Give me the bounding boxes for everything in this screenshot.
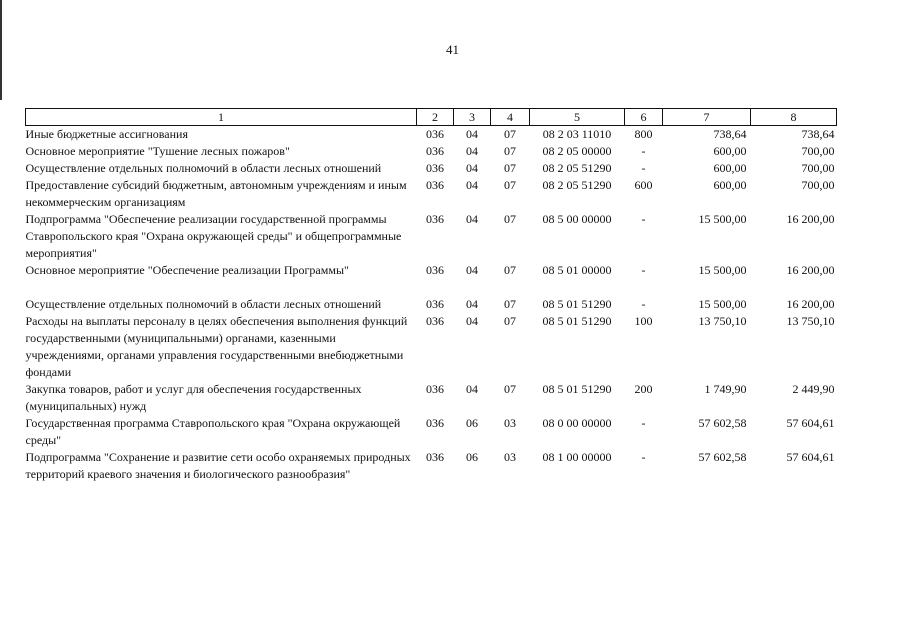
budget-table <box>25 108 837 483</box>
cell-subsection: 07 <box>504 382 516 396</box>
cell-section: 04 <box>466 382 478 396</box>
row-name: Основное мероприятие "Обеспечение реализации Программы" <box>25 263 349 277</box>
cell-admin-code: 036 <box>426 212 444 226</box>
cell-admin-code: 036 <box>426 144 444 158</box>
row-name: Осуществление отдельных полномочий в области лесных отношений <box>25 161 382 175</box>
cell-amount-year1: 600,00 <box>713 161 747 175</box>
cell-section: 04 <box>466 178 478 192</box>
cell-amount-year2: 57 604,61 <box>786 450 835 464</box>
cell-section: 06 <box>466 416 478 430</box>
cell-admin-code: 036 <box>426 382 444 396</box>
table-row <box>26 296 837 313</box>
cell-subsection: 07 <box>504 212 516 226</box>
cell-subsection: 07 <box>504 144 516 158</box>
cell-admin-code: 036 <box>426 178 444 192</box>
cell-amount-year1: 600,00 <box>713 178 747 192</box>
cell-amount-year1: 15 500,00 <box>698 263 747 277</box>
cell-expense-type: - <box>641 144 646 158</box>
cell-expense-type: - <box>641 212 646 226</box>
cell-target-article: 08 5 01 00000 <box>542 263 612 277</box>
column-header-1: 1 <box>26 109 417 126</box>
cell-amount-year2: 738,64 <box>801 127 835 141</box>
cell-amount-year1: 57 602,58 <box>698 416 747 430</box>
cell-admin-code: 036 <box>426 161 444 175</box>
column-header-6: 6 <box>625 109 663 126</box>
cell-amount-year2: 2 449,90 <box>792 382 835 396</box>
table-row <box>26 143 837 160</box>
cell-target-article: 08 2 05 51290 <box>542 161 612 175</box>
table-row <box>26 415 837 449</box>
cell-target-article: 08 0 00 00000 <box>542 416 612 430</box>
cell-admin-code: 036 <box>426 297 444 311</box>
cell-expense-type: 200 <box>634 382 653 396</box>
cell-admin-code: 036 <box>426 450 444 464</box>
cell-section: 04 <box>466 212 478 226</box>
row-name: Иные бюджетные ассигнования <box>25 127 188 141</box>
column-header-3: 3 <box>454 109 491 126</box>
cell-subsection: 07 <box>504 314 516 328</box>
cell-expense-type: 600 <box>634 178 653 192</box>
cell-admin-code: 036 <box>426 416 444 430</box>
cell-target-article: 08 5 01 51290 <box>542 297 612 311</box>
cell-target-article: 08 5 01 51290 <box>542 382 612 396</box>
table-row <box>26 449 837 483</box>
page-number: 41 <box>446 42 459 57</box>
row-name: Закупка товаров, работ и услуг для обеспечения государственных (муниципальных) нужд <box>25 382 362 413</box>
row-name: Подпрограмма "Сохранение и развитие сети особо охраняемых природных территорий краевого значения и биологического разнообразия" <box>25 450 411 481</box>
cell-subsection: 07 <box>504 263 516 277</box>
column-header-8: 8 <box>751 109 837 126</box>
table-row <box>26 211 837 262</box>
cell-amount-year1: 57 602,58 <box>698 450 747 464</box>
cell-amount-year1: 13 750,10 <box>698 314 747 328</box>
cell-expense-type: - <box>641 297 646 311</box>
cell-admin-code: 036 <box>426 263 444 277</box>
table-row <box>26 381 837 415</box>
cell-expense-type: 100 <box>634 314 653 328</box>
cell-amount-year2: 700,00 <box>801 161 835 175</box>
cell-amount-year2: 57 604,61 <box>786 416 835 430</box>
cell-section: 04 <box>466 127 478 141</box>
cell-amount-year2: 13 750,10 <box>786 314 835 328</box>
cell-target-article: 08 2 05 51290 <box>542 178 612 192</box>
row-name: Расходы на выплаты персоналу в целях обеспечения выполнения функций государственными (муниципальными) органами, казенными учреждениями, органами управления государственными внебюджетными фондами <box>25 314 408 379</box>
cell-expense-type: 800 <box>634 127 653 141</box>
cell-amount-year2: 700,00 <box>801 144 835 158</box>
cell-section: 06 <box>466 450 478 464</box>
table-header-row <box>26 109 837 126</box>
cell-subsection: 07 <box>504 178 516 192</box>
column-header-4: 4 <box>491 109 530 126</box>
cell-subsection: 03 <box>504 450 516 464</box>
cell-target-article: 08 1 00 00000 <box>542 450 612 464</box>
cell-amount-year1: 15 500,00 <box>698 297 747 311</box>
row-name: Основное мероприятие "Тушение лесных пожаров" <box>25 144 290 158</box>
cell-section: 04 <box>466 297 478 311</box>
cell-amount-year1: 1 749,90 <box>704 382 747 396</box>
cell-amount-year1: 738,64 <box>713 127 747 141</box>
cell-subsection: 07 <box>504 161 516 175</box>
cell-admin-code: 036 <box>426 127 444 141</box>
cell-subsection: 03 <box>504 416 516 430</box>
cell-section: 04 <box>466 144 478 158</box>
cell-expense-type: - <box>641 263 646 277</box>
cell-amount-year2: 16 200,00 <box>786 297 835 311</box>
cell-expense-type: - <box>641 416 646 430</box>
cell-target-article: 08 2 03 11010 <box>542 127 612 141</box>
table-row <box>26 177 837 211</box>
cell-section: 04 <box>466 263 478 277</box>
row-name: Осуществление отдельных полномочий в области лесных отношений <box>25 297 382 311</box>
table-row <box>26 160 837 177</box>
column-header-7: 7 <box>663 109 751 126</box>
cell-amount-year1: 15 500,00 <box>698 212 747 226</box>
cell-amount-year2: 700,00 <box>801 178 835 192</box>
cell-section: 04 <box>466 161 478 175</box>
column-header-5: 5 <box>530 109 625 126</box>
cell-amount-year2: 16 200,00 <box>786 212 835 226</box>
row-name: Государственная программа Ставропольского края "Охрана окружающей среды" <box>25 416 401 447</box>
cell-target-article: 08 5 00 00000 <box>542 212 612 226</box>
table-row <box>26 313 837 381</box>
cell-expense-type: - <box>641 450 646 464</box>
table-row <box>26 126 837 144</box>
cell-expense-type: - <box>641 161 646 175</box>
table-row <box>26 262 837 296</box>
cell-amount-year1: 600,00 <box>713 144 747 158</box>
row-name: Подпрограмма "Обеспечение реализации государственной программы Ставропольского края "Охрана окружающей среды" и общепрограммные мероприятия" <box>25 212 402 260</box>
cell-target-article: 08 2 05 00000 <box>542 144 612 158</box>
cell-admin-code: 036 <box>426 314 444 328</box>
column-header-2: 2 <box>417 109 454 126</box>
cell-subsection: 07 <box>504 297 516 311</box>
row-name: Предоставление субсидий бюджетным, автономным учреждениям и иным некоммерческим организациям <box>25 178 407 209</box>
cell-amount-year2: 16 200,00 <box>786 263 835 277</box>
cell-target-article: 08 5 01 51290 <box>542 314 612 328</box>
cell-section: 04 <box>466 314 478 328</box>
cell-subsection: 07 <box>504 127 516 141</box>
